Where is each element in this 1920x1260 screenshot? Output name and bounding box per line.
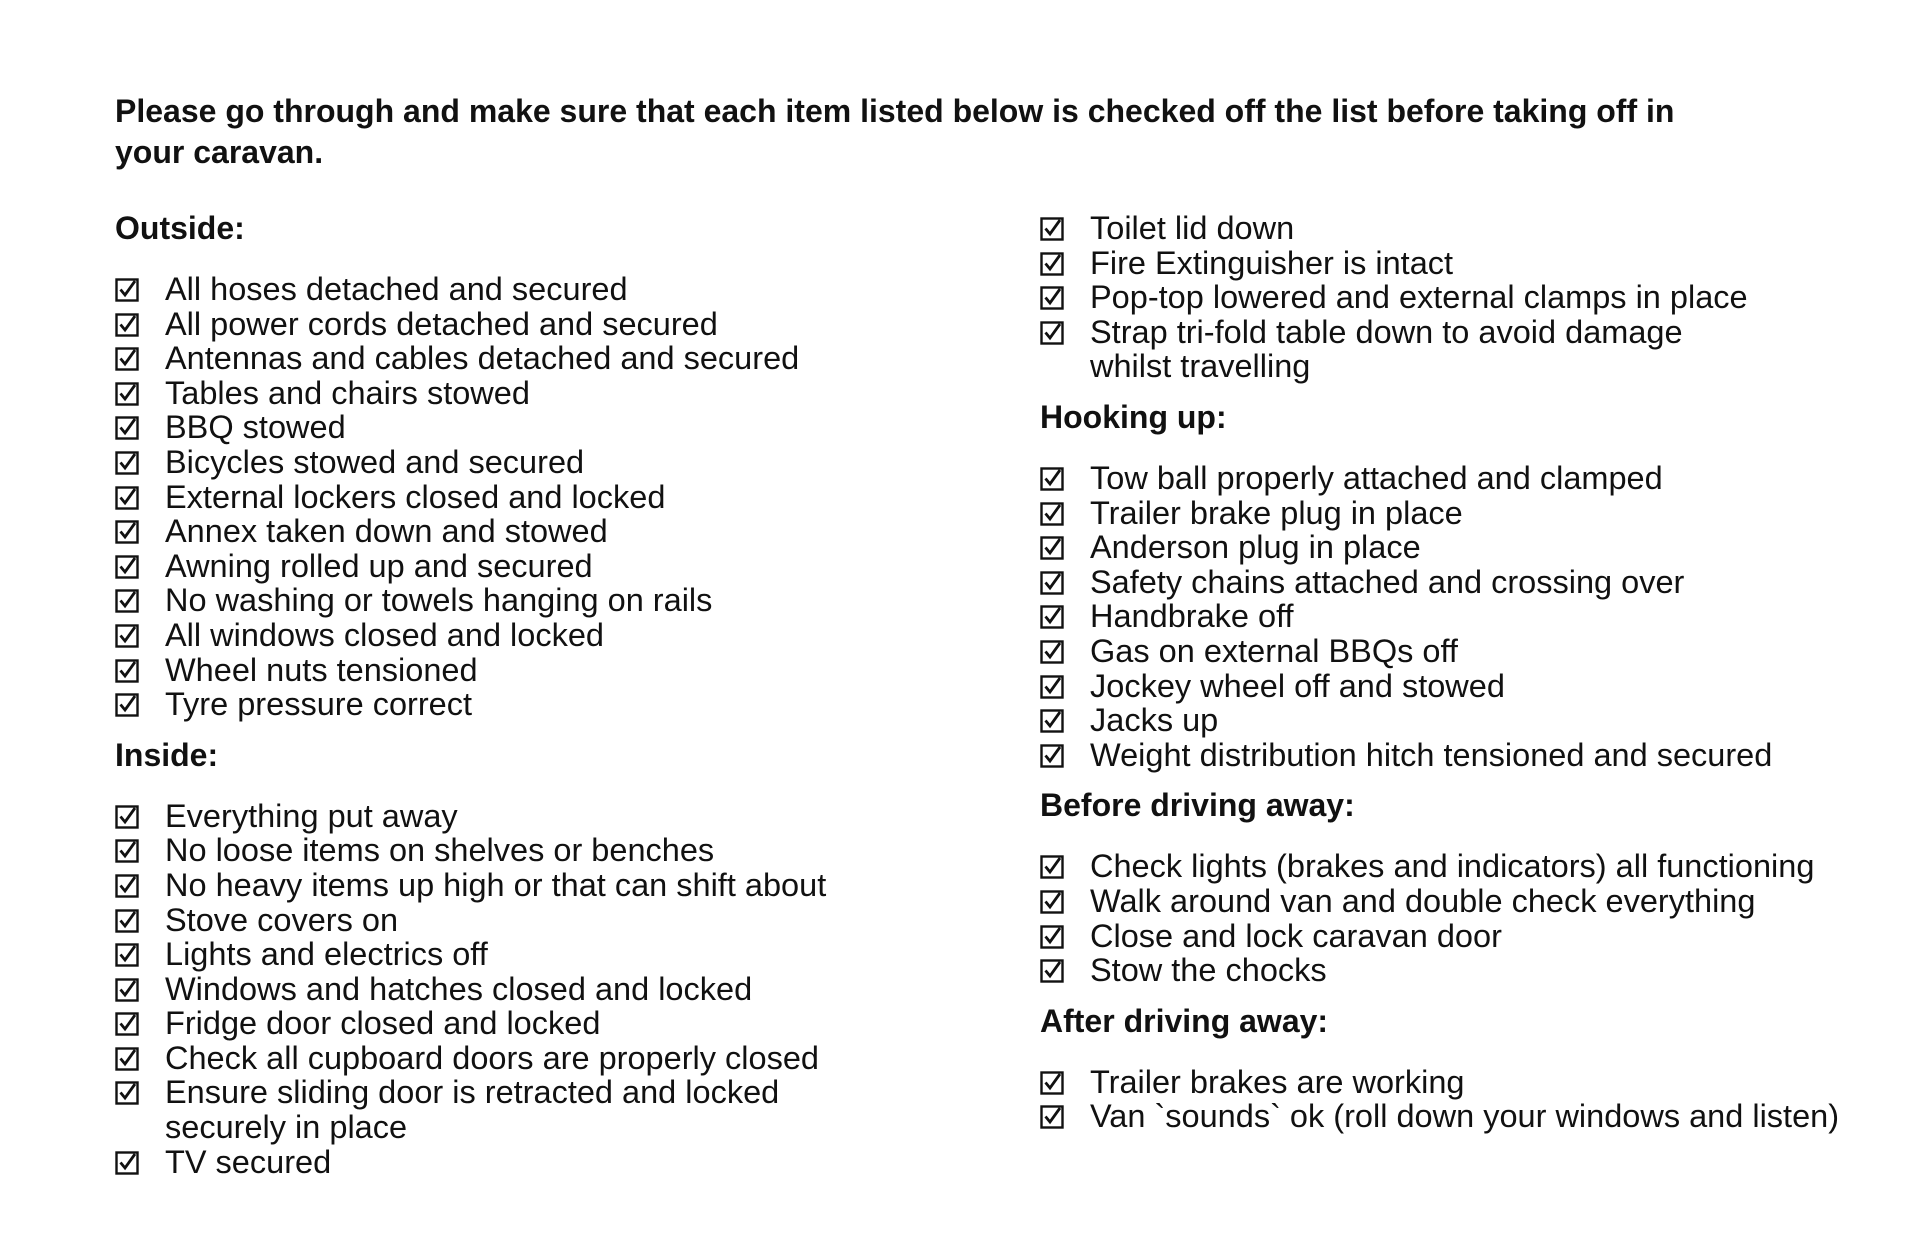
checklist-item	[115, 1075, 955, 1144]
checklist-item	[1040, 738, 1880, 773]
checklist-item	[115, 687, 955, 722]
checklist-item-label: BBQ stowed	[165, 409, 346, 446]
checklist-item-label: Annex taken down and stowed	[165, 513, 608, 550]
checklist-item	[115, 549, 955, 584]
checklist-item	[1040, 496, 1880, 531]
checked-checkbox-icon[interactable]	[1040, 536, 1068, 558]
checklist-item-line: Strap tri-fold table down to avoid damage	[1090, 313, 1683, 350]
checklist-item-label: Lights and electrics off	[165, 936, 488, 973]
checked-checkbox-icon[interactable]	[1040, 571, 1068, 593]
checklist-item	[115, 799, 955, 834]
checklist-item-label: Trailer brakes are working	[1090, 1063, 1465, 1100]
checked-checkbox-icon[interactable]	[115, 451, 143, 473]
checklist-item	[1040, 703, 1880, 738]
checklist-item-label: Gas on external BBQs off	[1090, 632, 1458, 669]
left-column	[115, 211, 955, 1195]
checklist-item	[115, 272, 955, 307]
checklist-item	[115, 445, 955, 480]
checklist-item-label: TV secured	[165, 1143, 332, 1180]
checklist-item-label: Fridge door closed and locked	[165, 1005, 601, 1042]
checked-checkbox-icon[interactable]	[115, 874, 143, 896]
checklist	[1040, 1065, 1880, 1134]
checklist-item-label: No loose items on shelves or benches	[165, 832, 715, 869]
checklist-item-label: Weight distribution hitch tensioned and secured	[1090, 736, 1773, 773]
checklist	[115, 799, 955, 1180]
checklist-item-label: Tyre pressure correct	[165, 686, 473, 723]
checklist-item	[115, 514, 955, 549]
checklist-item-label: Everything put away	[165, 797, 458, 834]
checklist-item	[1040, 211, 1880, 246]
intro-text: Please go through and make sure that each item listed below is checked off the list before taking off in your caravan.	[115, 93, 1675, 170]
checklist-item-line: whilst travelling	[1090, 348, 1311, 385]
checked-checkbox-icon[interactable]	[115, 486, 143, 508]
checklist-item	[1040, 530, 1880, 565]
checklist-item-label: Antennas and cables detached and secured	[165, 340, 800, 377]
checklist-item	[1040, 634, 1880, 669]
checklist-item-label: All windows closed and locked	[165, 616, 604, 653]
checked-checkbox-icon[interactable]	[1040, 467, 1068, 489]
checklist-item-label: Handbrake off	[1090, 598, 1294, 635]
checklist	[1040, 211, 1880, 384]
checked-checkbox-icon[interactable]	[1040, 925, 1068, 947]
checklist-item-label	[1090, 315, 1683, 384]
checklist-item-label	[165, 1075, 779, 1144]
checklist-item	[1040, 565, 1880, 600]
checklist-item	[1040, 884, 1880, 919]
checklist-item	[115, 341, 955, 376]
checklist	[1040, 849, 1880, 987]
checked-checkbox-icon[interactable]	[115, 555, 143, 577]
checklist-item	[115, 480, 955, 515]
checklist-item	[1040, 280, 1880, 315]
checklist-item	[115, 410, 955, 445]
checklist-item-label: Bicycles stowed and secured	[165, 443, 585, 480]
checklist-item	[1040, 246, 1880, 281]
checked-checkbox-icon[interactable]	[1040, 890, 1068, 912]
checklist-item	[115, 1145, 955, 1180]
checklist-item	[115, 903, 955, 938]
checklist-item-label: No washing or towels hanging on rails	[165, 582, 713, 619]
checked-checkbox-icon[interactable]	[115, 520, 143, 542]
checked-checkbox-icon[interactable]	[1040, 675, 1068, 697]
checked-checkbox-icon[interactable]	[1040, 217, 1068, 239]
checklist-item	[1040, 315, 1880, 384]
checklist-item-label: Jockey wheel off and stowed	[1090, 667, 1505, 704]
checked-checkbox-icon[interactable]	[115, 943, 143, 965]
checked-checkbox-icon[interactable]	[1040, 502, 1068, 524]
checklist-item	[115, 1041, 955, 1076]
checked-checkbox-icon[interactable]	[1040, 1105, 1068, 1127]
checked-checkbox-icon[interactable]	[1040, 709, 1068, 731]
checklist-item	[1040, 849, 1880, 884]
checklist-item	[115, 618, 955, 653]
checked-checkbox-icon[interactable]	[115, 1081, 143, 1103]
checklist-item	[115, 972, 955, 1007]
checklist-item-label: Anderson plug in place	[1090, 529, 1421, 566]
checked-checkbox-icon[interactable]	[115, 1151, 143, 1173]
checked-checkbox-icon[interactable]	[1040, 640, 1068, 662]
checklist-item-label: Tow ball properly attached and clamped	[1090, 459, 1663, 496]
section-title-before-driving-away: Before driving away:	[1040, 787, 1355, 824]
checklist-item-label: No heavy items up high or that can shift about	[165, 866, 827, 903]
checked-checkbox-icon[interactable]	[1040, 605, 1068, 627]
checklist-item-label: Windows and hatches closed and locked	[165, 970, 753, 1007]
checked-checkbox-icon[interactable]	[1040, 744, 1068, 766]
checked-checkbox-icon[interactable]	[115, 347, 143, 369]
checklist-item-label: Jacks up	[1090, 702, 1219, 739]
checklist-item-line: Ensure sliding door is retracted and locked	[165, 1074, 780, 1111]
checklist-item	[1040, 461, 1880, 496]
checklist-item	[1040, 953, 1880, 988]
checked-checkbox-icon[interactable]	[115, 839, 143, 861]
section-title-outside: Outside:	[115, 210, 245, 246]
checked-checkbox-icon[interactable]	[1040, 286, 1068, 308]
checklist-item	[1040, 1099, 1880, 1134]
section-title-after-driving-away: After driving away:	[1040, 1002, 1329, 1039]
checked-checkbox-icon[interactable]	[1040, 321, 1068, 343]
checklist-item	[1040, 599, 1880, 634]
checked-checkbox-icon[interactable]	[115, 382, 143, 404]
checked-checkbox-icon[interactable]	[115, 278, 143, 300]
right-column	[1040, 211, 1880, 1150]
checked-checkbox-icon[interactable]	[115, 313, 143, 335]
checklist-item	[115, 376, 955, 411]
checklist-item-label: Fire Extinguisher is intact	[1090, 244, 1454, 281]
checklist-item	[115, 583, 955, 618]
checklist-item-label: Close and lock caravan door	[1090, 917, 1502, 954]
checked-checkbox-icon[interactable]	[115, 978, 143, 1000]
checked-checkbox-icon[interactable]	[115, 659, 143, 681]
checklist-item-label: Check lights (brakes and indicators) all functioning	[1090, 848, 1815, 885]
checklist	[1040, 461, 1880, 772]
checklist-item-label: Stow the chocks	[1090, 952, 1327, 989]
checklist-item-label: Pop-top lowered and external clamps in place	[1090, 279, 1748, 316]
checked-checkbox-icon[interactable]	[115, 589, 143, 611]
section-title-hooking-up: Hooking up:	[1040, 398, 1227, 435]
checklist-item	[115, 307, 955, 342]
checklist-item-label: Safety chains attached and crossing over	[1090, 563, 1685, 600]
checked-checkbox-icon[interactable]	[115, 805, 143, 827]
checked-checkbox-icon[interactable]	[115, 909, 143, 931]
checked-checkbox-icon[interactable]	[1040, 959, 1068, 981]
section-title-inside: Inside:	[115, 736, 219, 773]
checked-checkbox-icon[interactable]	[115, 1012, 143, 1034]
checked-checkbox-icon[interactable]	[1040, 855, 1068, 877]
checklist-item	[115, 653, 955, 688]
checklist-item-label: All power cords detached and secured	[165, 305, 718, 342]
checked-checkbox-icon[interactable]	[115, 693, 143, 715]
checklist-item-label: Tables and chairs stowed	[165, 374, 530, 411]
checklist-item	[115, 937, 955, 972]
checklist-item	[115, 1006, 955, 1041]
checklist-item-label: Van `sounds` ok (roll down your windows and listen)	[1090, 1098, 1840, 1135]
checklist-item-label: Walk around van and double check everything	[1090, 882, 1756, 919]
checked-checkbox-icon[interactable]	[1040, 1071, 1068, 1093]
checklist-item-label: Toilet lid down	[1090, 210, 1295, 246]
checklist-item	[1040, 669, 1880, 704]
checklist-item	[1040, 1065, 1880, 1100]
checklist-item-label: Check all cupboard doors are properly closed	[165, 1039, 819, 1076]
checked-checkbox-icon[interactable]	[115, 416, 143, 438]
checklist-item-label: Awning rolled up and secured	[165, 547, 593, 584]
checklist-item	[115, 868, 955, 903]
checklist-item-label: Trailer brake plug in place	[1090, 494, 1463, 531]
checklist-item-label: Stove covers on	[165, 901, 399, 938]
checklist-item-label: Wheel nuts tensioned	[165, 651, 478, 688]
checked-checkbox-icon[interactable]	[115, 1047, 143, 1069]
checklist-item-label: External lockers closed and locked	[165, 478, 666, 515]
checked-checkbox-icon[interactable]	[1040, 252, 1068, 274]
checklist	[115, 272, 955, 722]
checklist-item-label: All hoses detached and secured	[165, 271, 628, 307]
checked-checkbox-icon[interactable]	[115, 624, 143, 646]
checklist-item-line: securely in place	[165, 1109, 408, 1146]
checklist-item	[1040, 919, 1880, 954]
checklist-item	[115, 833, 955, 868]
